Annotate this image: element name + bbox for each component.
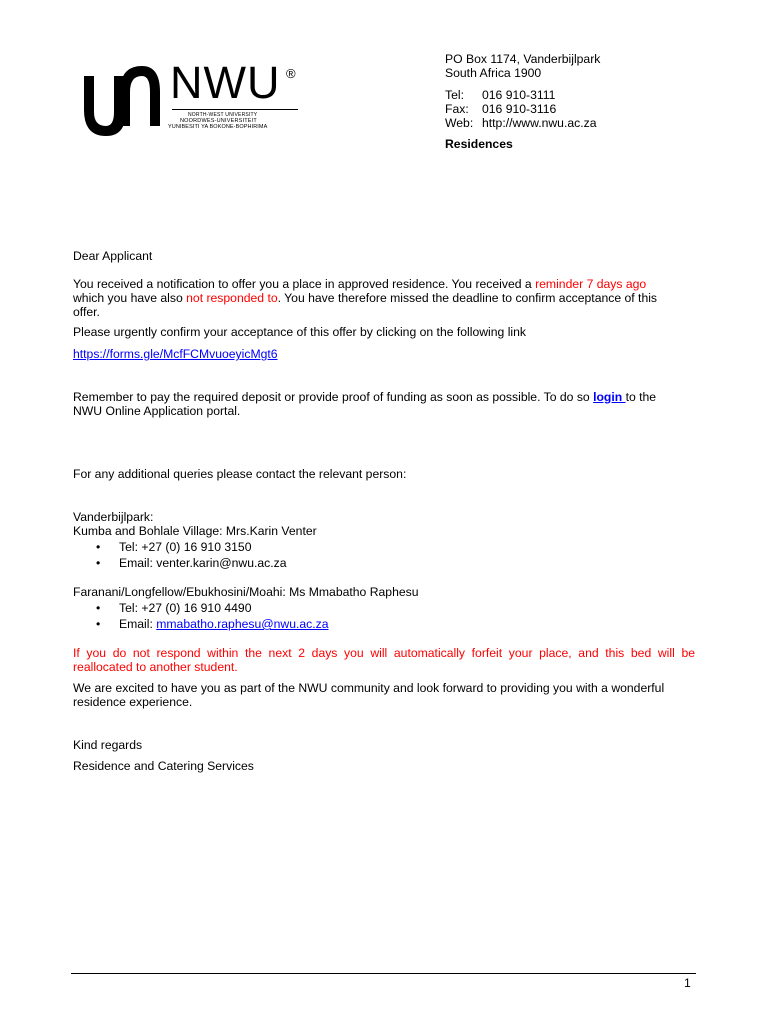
- fax-value: 016 910-3116: [482, 102, 557, 116]
- logo-line-3: YUNIBESITI YA BOKONE-BOPHIRIMA: [168, 124, 268, 130]
- signature: Residence and Catering Services: [73, 759, 254, 773]
- footer-rule: [71, 973, 696, 974]
- p1-text-c: . You have therefore missed the deadline to confirm acceptance of this: [277, 291, 658, 305]
- logo-line-2: NOORDWES-UNIVERSITEIT: [180, 118, 257, 124]
- contact-1-list: [73, 539, 287, 571]
- contact-2-title: Faranani/Longfellow/Ebukhosini/Moahi: Ms Mmabatho Raphesu: [73, 585, 419, 599]
- web-label: Web:: [445, 116, 474, 130]
- bullet-icon: •: [96, 601, 101, 615]
- web-row: [445, 116, 745, 130]
- tel-value: 016 910-3111: [482, 88, 556, 102]
- page-number: 1: [684, 976, 691, 990]
- contact-2-tel: Tel: +27 (0) 16 910 4490: [119, 601, 252, 615]
- campus-heading: Vanderbijlpark:: [73, 510, 154, 524]
- paragraph-queries: For any additional queries please contact the relevant person:: [73, 467, 407, 481]
- department-label: Residences: [445, 137, 513, 151]
- logo-wordmark: NWU: [170, 57, 281, 108]
- contact-1-title: Kumba and Bohlale Village: Mrs.Karin Venter: [73, 524, 317, 538]
- excited-line-1: We are excited to have you as part of the NWU community and look forward to providing you with a wonderful: [73, 681, 665, 695]
- not-responded-highlight: not responded to: [186, 291, 278, 305]
- tel-row: [445, 88, 745, 102]
- contact-2-list: [73, 600, 329, 632]
- contact-2-email-link[interactable]: mmabatho.raphesu@nwu.ac.za: [156, 617, 329, 631]
- nwu-logo: [80, 57, 300, 140]
- form-link-row: [73, 347, 278, 361]
- login-link[interactable]: login: [593, 390, 626, 404]
- registered-mark: ®: [286, 66, 296, 81]
- web-value: http://www.nwu.ac.za: [482, 116, 597, 130]
- closing: Kind regards: [73, 738, 143, 752]
- p1-text-b: which you have also: [73, 291, 187, 305]
- p3-text-b: to the: [625, 390, 657, 404]
- bullet-icon: •: [96, 556, 101, 570]
- list-item: [73, 539, 287, 555]
- fax-row: [445, 102, 745, 116]
- contact-1-tel: Tel: +27 (0) 16 910 3150: [119, 540, 252, 554]
- logo-line-1: NORTH-WEST UNIVERSITY: [188, 112, 258, 118]
- list-item: [73, 616, 329, 632]
- address-line-1: PO Box 1174, Vanderbijlpark: [445, 52, 601, 66]
- excited-paragraph: [73, 681, 703, 709]
- excited-line-2: residence experience.: [73, 695, 193, 709]
- reminder-highlight: reminder 7 days ago: [535, 277, 647, 291]
- bullet-icon: •: [96, 617, 101, 631]
- contact-1-email: Email: venter.karin@nwu.ac.za: [119, 556, 287, 570]
- p3-text-a: Remember to pay the required deposit or provide proof of funding as soon as possible. To do so: [73, 390, 594, 404]
- p1-text-d: offer.: [73, 305, 100, 319]
- address-block: [445, 52, 745, 151]
- list-item: [73, 555, 287, 571]
- paragraph-notification: [73, 277, 698, 319]
- fax-label: Fax:: [445, 102, 469, 116]
- form-link[interactable]: https://forms.gle/McfFCMvuoeyicMgt6: [73, 347, 278, 361]
- warning-paragraph: [73, 646, 695, 674]
- warning-line-2: reallocated to another student.: [73, 660, 238, 674]
- bullet-icon: •: [96, 540, 101, 554]
- paragraph-confirm: Please urgently confirm your acceptance of this offer by clicking on the following link: [73, 325, 526, 339]
- logo-divider: [172, 109, 298, 110]
- p1-text-a: You received a notification to offer you a place in approved residence. You received a: [73, 277, 536, 291]
- list-item: [73, 600, 329, 616]
- warning-line-1: If you do not respond within the next 2 days you will automatically forfeit your place, and this bed will be: [73, 646, 695, 660]
- paragraph-deposit: [73, 390, 703, 418]
- nwu-emblem-icon: [80, 62, 164, 140]
- address-line-2: South Africa 1900: [445, 66, 542, 80]
- p3-text-c: NWU Online Application portal.: [73, 404, 241, 418]
- tel-label: Tel:: [445, 88, 464, 102]
- contact-2-email-label: Email:: [119, 617, 157, 631]
- greeting: Dear Applicant: [73, 249, 153, 263]
